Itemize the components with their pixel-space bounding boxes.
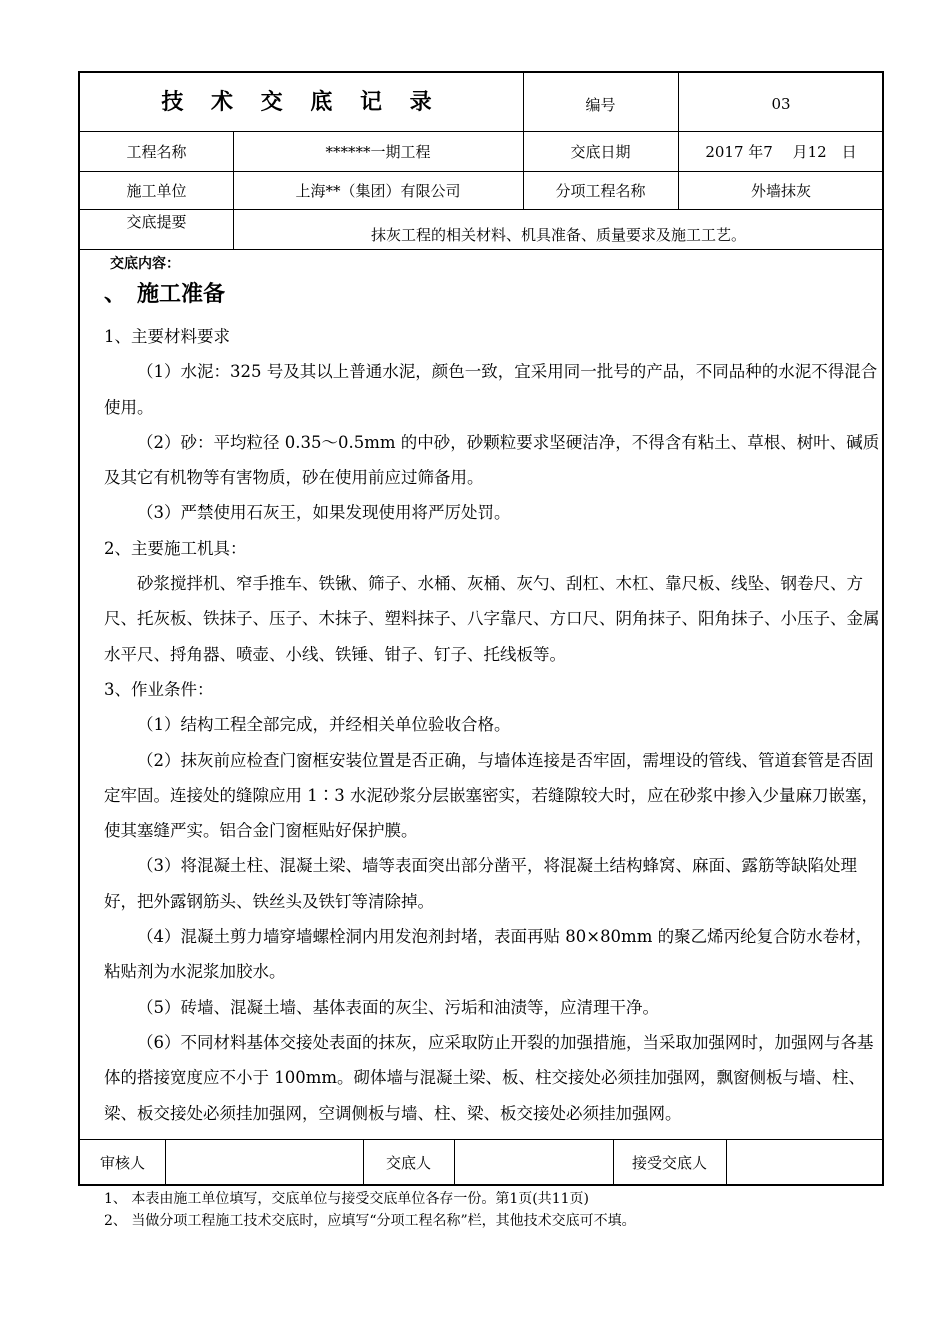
reviewer-field[interactable] — [165, 1139, 363, 1186]
reviewer-label: 审核人 — [99, 1154, 145, 1172]
paragraph: （3）严禁使用石灰王，如果发现使用将严厉处罚。 — [137, 503, 511, 523]
paragraph: （1）水泥：325 号及其以上普通水泥，颜色一致，宜采用同一批号的产品，不同品种的水泥不得混合使用。 — [104, 362, 878, 417]
subproject-value: 外墙抹灰 — [750, 181, 811, 200]
subproject-label: 分项工程名称 — [555, 181, 646, 200]
discloser-field[interactable] — [454, 1139, 613, 1186]
form-notes — [104, 1188, 636, 1232]
contractor-value: 上海**（集团）有限公司 — [295, 181, 461, 200]
project-name-value: ******一期工程 — [325, 142, 431, 161]
paragraph: （1）结构工程全部完成，并经相关单位验收合格。 — [137, 715, 511, 735]
summary-label: 交底提要 — [126, 212, 187, 231]
paragraph: 3、作业条件： — [104, 679, 214, 699]
note-line: 1、 本表由施工单位填写，交底单位与接受交底单位各存一份。第1页(共11页) — [104, 1191, 590, 1207]
form-title: 技 术 交 底 记 录 — [161, 88, 442, 115]
paragraph: 砂浆搅拌机、窄手推车、铁锹、筛子、水桶、灰桶、灰勺、刮杠、木杠、靠尺板、线坠、钢卷尺、方尺、托灰板、铁抹子、压子、木抹子、塑料抹子、八字靠尺、方口尺、阴角抹子、阳角抹子、小压子、金属水平尺、捋角器、喷壶、小线、铁锤、钳子、钉子、托线板等。 — [104, 574, 880, 664]
paragraph: （3）将混凝土柱、混凝土梁、墙等表面突出部分凿平，将混凝土结构蜂窝、麻面、露筋等缺陷处理好，把外露钢筋头、铁丝头及铁钉等清除掉。 — [104, 856, 857, 911]
receiver-label: 接受交底人 — [631, 1154, 707, 1172]
paragraph: （5）砖墙、混凝土墙、基体表面的灰尘、污垢和油渍等，应清理干净。 — [137, 997, 659, 1017]
paragraph: 2、主要施工机具： — [104, 538, 247, 558]
number-value: 03 — [771, 95, 791, 113]
date-value: 2017 年7 月12 日 — [705, 142, 857, 161]
paragraph: （2）砂：平均粒径 0.35～0.5mm 的中砂，砂颗粒要求坚硬洁净，不得含有粘土、草根、树叶、碱质及其它有机物等有害物质，砂在使用前应过筛备用。 — [104, 432, 880, 488]
date-label: 交底日期 — [570, 142, 631, 161]
section-title: 、 施工准备 — [104, 282, 226, 307]
summary-value: 抹灰工程的相关材料、机具准备、质量要求及施工工艺。 — [370, 225, 746, 244]
project-name-label: 工程名称 — [126, 142, 187, 161]
content-body — [104, 319, 882, 1131]
paragraph: 1、主要材料要求 — [104, 327, 230, 346]
content-label: 交底内容： — [110, 256, 180, 272]
note-line: 2、 当做分项工程施工技术交底时，应填写“分项工程名称”栏，其他技术交底可不填。 — [104, 1213, 636, 1229]
paragraph: （4）混凝土剪力墙穿墙螺栓洞内用发泡剂封堵，表面再贴 80×80mm 的聚乙烯丙纶复合防水卷材，粘贴剂为水泥浆加胶水。 — [104, 927, 873, 982]
receiver-field[interactable] — [726, 1139, 884, 1186]
number-label: 编号 — [585, 95, 616, 114]
paragraph: （6）不同材料基体交接处表面的抹灰，应采取防止开裂的加强措施，当采取加强网时，加强网与各基体的搭接宽度应不小于 100mm。砌体墙与混凝土梁、板、柱交接处必须挂加强网，飘窗侧板与墙、柱、梁、板交接处必须挂加强网，空调侧板与墙、柱、梁、板交接处必须挂加强网。 — [104, 1032, 874, 1123]
disclosure-form — [78, 71, 884, 1186]
contractor-label: 施工单位 — [126, 181, 187, 200]
disclosure-content — [80, 249, 882, 1139]
discloser-label: 交底人 — [385, 1154, 431, 1172]
paragraph: （2）抹灰前应检查门窗框安装位置是否正确，与墙体连接是否牢固，需埋设的管线、管道套管是否固定牢固。连接处的缝隙应用 1∶3 水泥砂浆分层嵌塞密实，若缝隙较大时，应在砂浆中掺入少量麻刀嵌塞，使其塞缝严实。铝合金门窗框贴好保护膜。 — [104, 750, 878, 841]
